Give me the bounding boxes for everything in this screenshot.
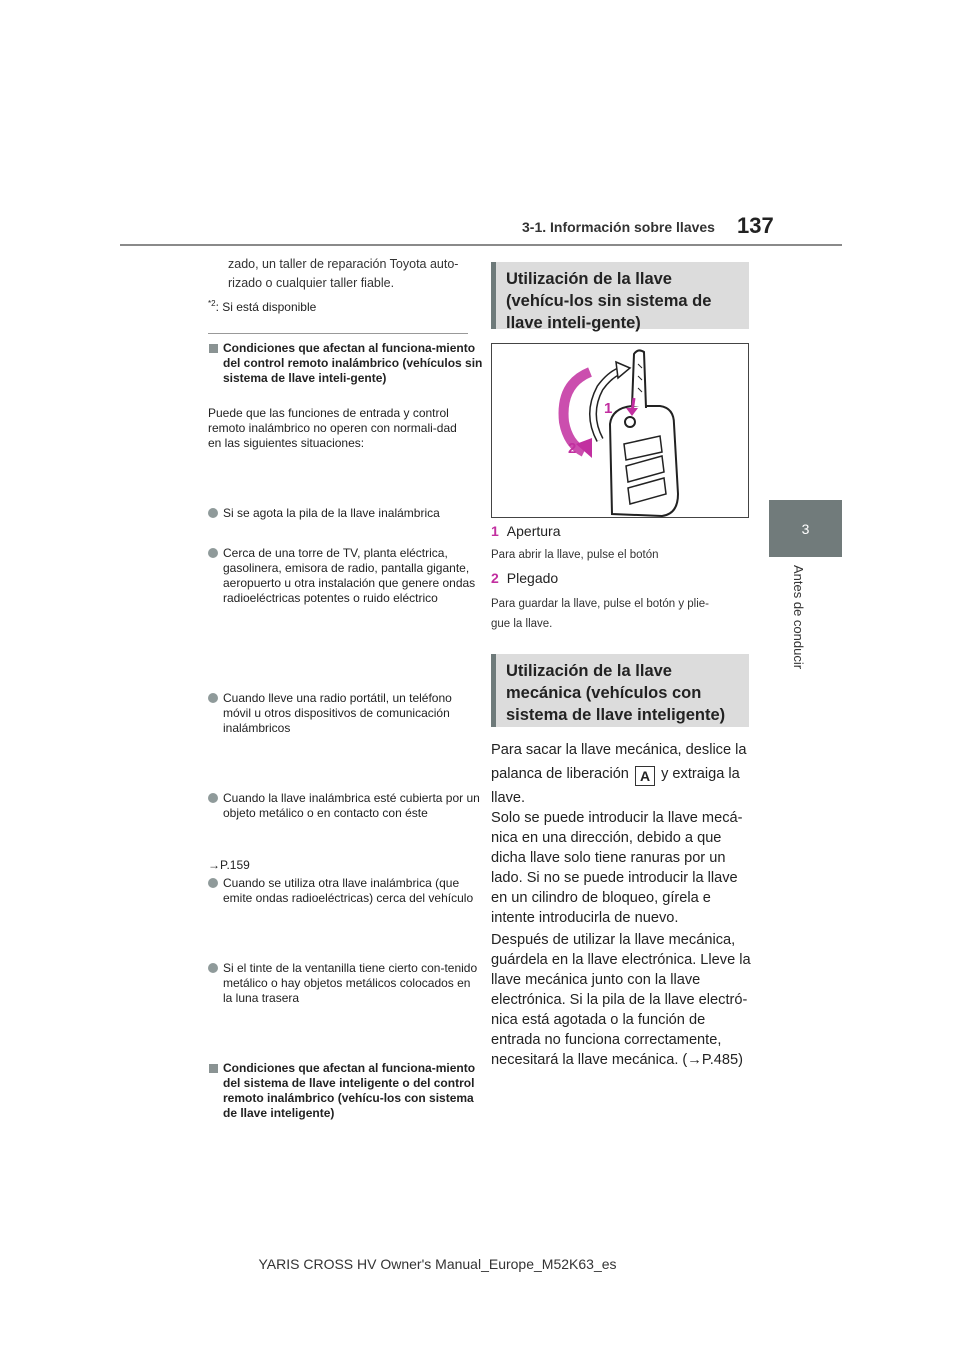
paragraph-insert-direction: Solo se puede introducir la llave mecá-nica en una dirección, debido a que dicha llave solo tiene ranuras por un lado. Si no se puede introducir la llave en un cilindro de bloqueo, gírela e intente introducirla de nuevo.	[491, 810, 743, 926]
heading-smart-key-conditions: Condiciones que afectan al funciona-miento del sistema de llave inteligente o del control remoto inalámbrico (vehícu-los con sistema de llave inteligente)	[208, 1061, 483, 1121]
chapter-number: 3	[801, 520, 810, 537]
list-item: Si el tinte de la ventanilla tiene cierto con-tenido metálico o hay objetos metálicos colocados en la luna trasera	[208, 961, 483, 1006]
chapter-title: Antes de conducir	[791, 565, 806, 670]
footnote-mark: *2	[208, 299, 216, 308]
key-label-a: A	[635, 766, 655, 786]
footnote-divider	[208, 333, 468, 334]
figure-label-1: 1	[604, 400, 613, 417]
step-label: Plegado	[506, 570, 559, 586]
footnote	[208, 296, 468, 315]
continuation-line-2: rizado o cualquier taller fiable.	[228, 276, 395, 290]
step-number: 2	[491, 570, 499, 586]
list-item: Cuando la llave inalámbrica esté cubierta por un objeto metálico o en contacto con éste	[208, 791, 483, 821]
list-item: Cuando lleve una radio portátil, un teléfono móvil u otros dispositivos de comunicación inalámbricos	[208, 691, 483, 736]
section-heading-key-without-smart: Utilización de la llave (vehícu-los sin sistema de llave inteli-gente)	[491, 262, 749, 329]
page-number: 137	[737, 213, 774, 238]
section-title: 3-1. Información sobre llaves	[522, 219, 715, 235]
paragraph-remove-key	[491, 738, 753, 810]
paragraph-after-use: Después de utilizar la llave mecánica, guárdela en la llave electrónica. Lleve la llave mecánica junto con la llave electrónica. Si la pila de la llave electró-nica está agotada o la función de entrada no funciona correctamente, necesitará la llave mecánica. (→P.485)	[491, 932, 751, 1068]
continuation-line-1: zado, un taller de reparación Toyota auto-	[228, 257, 459, 271]
step-opening	[491, 523, 561, 539]
section-heading-mechanical-key: Utilización de la llave mecánica (vehículos con sistema de llave inteligente)	[491, 654, 749, 727]
step-opening-description: Para abrir la llave, pulse el botón	[491, 549, 659, 561]
step-label: Apertura	[506, 523, 561, 539]
paragraph-text: y extraiga la llave.	[491, 766, 740, 806]
footer	[0, 1256, 960, 1272]
header-divider	[120, 244, 842, 246]
page-reference: →P.159	[208, 858, 250, 872]
list-item: Cuando se utiliza otra llave inalámbrica (que emite ondas radioeléctricas) cerca del vehículo	[208, 876, 483, 906]
chapter-tab	[769, 500, 842, 557]
footnote-text: : Si está disponible	[215, 300, 317, 314]
step-folding	[491, 570, 558, 586]
step-number: 1	[491, 523, 499, 539]
step-folding-description-2: gue la llave.	[491, 618, 553, 630]
heading-remote-conditions: Condiciones que afectan al funciona-miento del control remoto inalámbrico (vehículos sin sistema de llave inteli-gente)	[208, 341, 483, 386]
step-folding-description-1: Para guardar la llave, pulse el botón y plie-	[491, 598, 709, 610]
figure-label-2: 2	[568, 440, 577, 457]
footer-text: YARIS CROSS HV Owner's Manual_Europe_M52K63_es	[258, 1256, 617, 1272]
key-illustration	[491, 343, 749, 518]
paragraph-text: Para sacar la llave mecánica, deslice la palanca de liberación	[491, 742, 747, 782]
list-item: Cerca de una torre de TV, planta eléctrica, gasolinera, emisora de radio, pantalla gigante, aeropuerto u otra instalación que genere ondas radioeléctricas potentes o ruido eléctrico	[208, 546, 483, 606]
list-item: Si se agota la pila de la llave inalámbrica	[208, 506, 483, 521]
intro-paragraph: Puede que las funciones de entrada y control remoto inalámbrico no operen con normali-dad en las siguientes situaciones:	[208, 406, 457, 450]
key-fold-diagram	[492, 344, 748, 517]
